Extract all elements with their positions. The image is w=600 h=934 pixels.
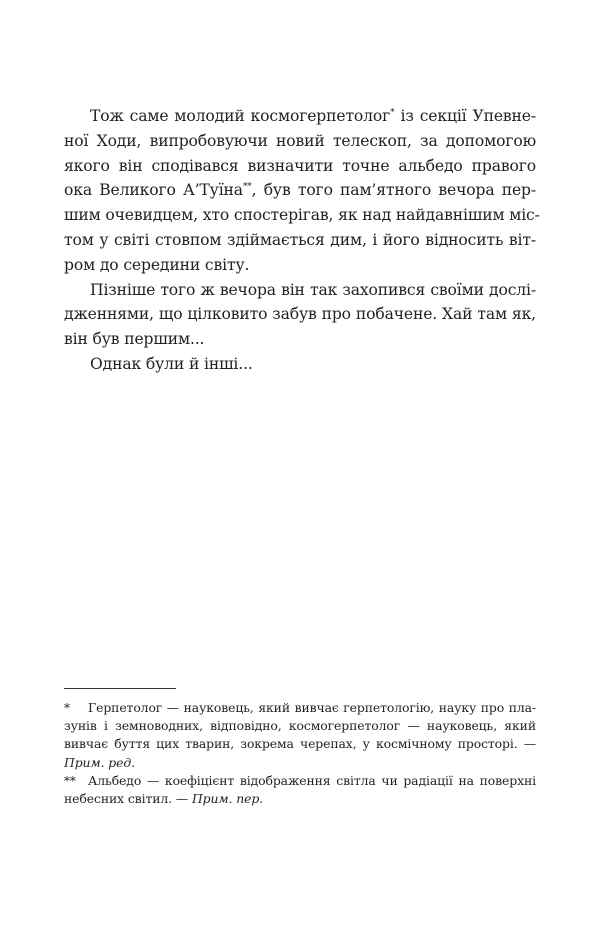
text-line: Герпетолог — науковець, який вивчає герпетологію, науку про пла- [88,700,536,715]
text-line: вивчає буття цих тварин, зокрема черепах, у космічному просторі. — [64,736,536,752]
paragraph-2 [64,278,536,352]
text-fragment: , був того пам’ятного вечора пер- [251,181,536,200]
text-fragment: небесних світил. — [64,791,192,807]
footnote-mark: ** [64,773,76,788]
text-line: шим очевидцем, хто спостерігав, як над найдавнішим міс- [64,206,540,225]
text-line: ної Ходи, випробовуючи новий телескоп, за допомогою [64,131,536,150]
text-line: дженнями, що цілковито забув про побачене. Хай там як, [64,305,536,324]
text-line: ром до середини світу. [64,255,250,274]
text-line [64,104,536,129]
footnote-ref-1[interactable]: * [390,108,395,118]
paragraph-1 [64,104,540,278]
text-line: том у світі стовпом здіймається дим, і його відносить віт- [64,230,536,249]
footnote-2 [64,772,536,808]
footnote-text [64,772,536,808]
editor-note: Прим. ред. [64,754,135,770]
text-fragment: ока Великого А’Туїна [64,181,243,200]
text-line [64,790,536,808]
text-line: він був першим... [64,330,205,349]
text-line [64,754,536,772]
footnote-mark: * [64,701,70,715]
text-line: Однак були й інші... [90,354,253,373]
main-text [64,104,540,377]
translator-note: Прим. пер. [191,791,263,807]
footnote-text [64,699,536,772]
text-line [64,178,536,203]
footnotes [64,688,536,808]
text-fragment: із секції Упевне- [394,107,536,125]
text-fragment: Тож саме молодий космогерпетолог [90,107,391,125]
paragraph-3 [64,352,536,377]
footnote-ref-2[interactable]: ** [242,182,252,193]
footnote-divider [64,688,176,689]
text-line: Пізніше того ж вечора він так захопився своїми дослі- [90,280,536,299]
text-line: якого він сподівався визначити точне альбедо правого [64,156,536,175]
text-line: зунів і земноводних, відповідно, космогерпетолог — науковець, який [64,718,536,734]
text-line: Альбедо — коефіцієнт відображення світла чи радіації на поверхні [88,772,536,788]
footnote-1 [64,699,536,772]
